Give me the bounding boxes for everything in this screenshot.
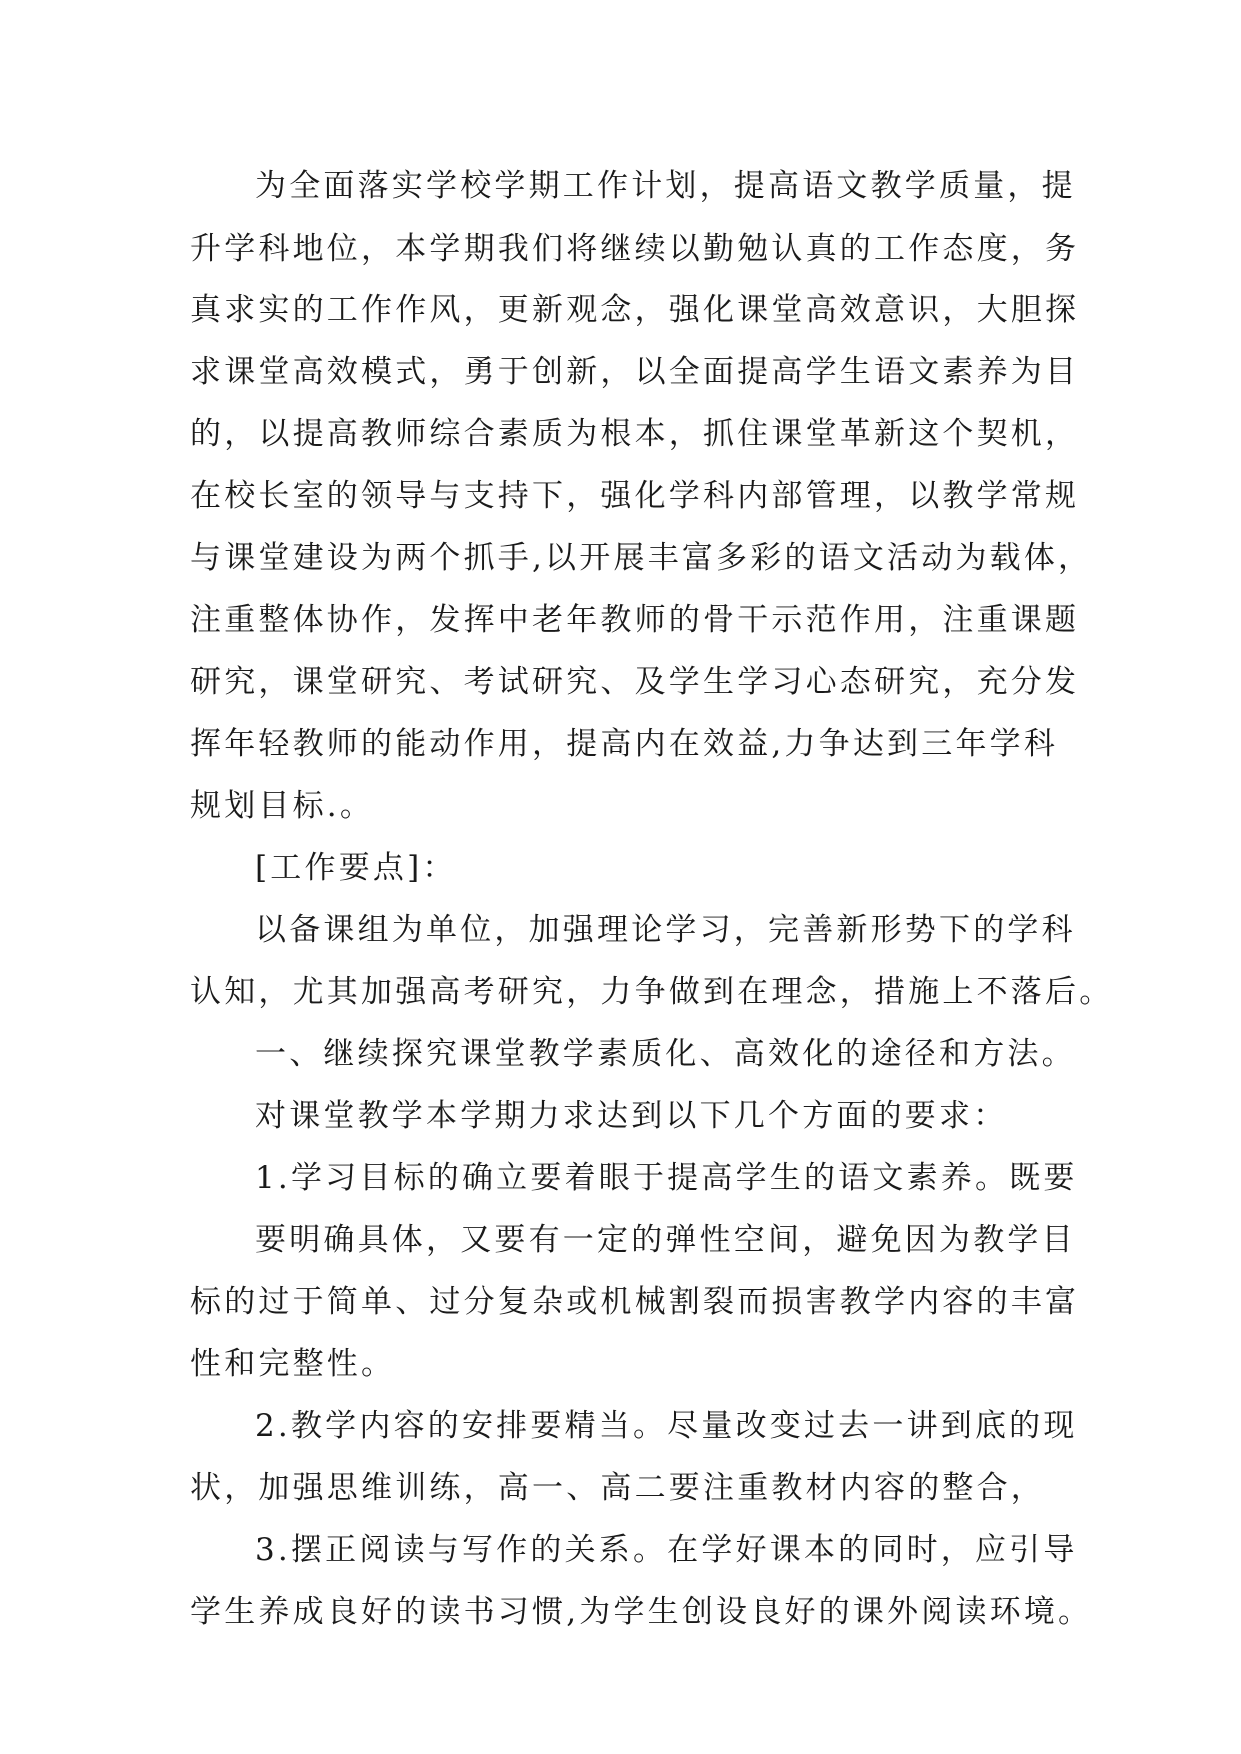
text-line: 为全面落实学校学期工作计划，提高语文教学质量，提 xyxy=(255,168,1076,204)
text-line: 求课堂高效模式，勇于创新，以全面提高学生语文素养为目 xyxy=(190,354,1080,390)
text-line: 状，加强思维训练，高一、高二要注重教材内容的整合， xyxy=(190,1470,1045,1506)
text-line: 标的过于简单、过分复杂或机械割裂而损害教学内容的丰富 xyxy=(190,1284,1080,1320)
text-line: 挥年轻教师的能动作用，提高内在效益,力争达到三年学科 xyxy=(190,726,1059,762)
text-line: 注重整体协作，发挥中老年教师的骨干示范作用，注重课题 xyxy=(190,602,1080,638)
text-line: 要明确具体，又要有一定的弹性空间，避免因为教学目 xyxy=(255,1222,1076,1258)
section-heading: [工作要点]： xyxy=(255,850,457,886)
text-line: 规划目标.。 xyxy=(190,788,375,824)
list-item: 2.教学内容的安排要精当。尽量改变过去一讲到底的现 xyxy=(255,1408,1078,1444)
list-item: 1.学习目标的确立要着眼于提高学生的语文素养。既要 xyxy=(255,1160,1078,1196)
text-line: 对课堂教学本学期力求达到以下几个方面的要求： xyxy=(255,1098,1008,1134)
text-line: 研究，课堂研究、考试研究、及学生学习心态研究，充分发 xyxy=(190,664,1080,700)
text-line: 认知，尤其加强高考研究，力争做到在理念，措施上不落后。 xyxy=(190,974,1114,1010)
text-line: 性和完整性。 xyxy=(190,1346,396,1382)
text-line: 的，以提高教师综合素质为根本，抓住课堂革新这个契机， xyxy=(190,416,1080,452)
text-line: 以备课组为单位，加强理论学习，完善新形势下的学科 xyxy=(255,912,1076,948)
list-item: 3.摆正阅读与写作的关系。在学好课本的同时，应引导 xyxy=(255,1532,1078,1568)
text-line: 学生养成良好的读书习惯,为学生创设良好的课外阅读环境。 xyxy=(190,1594,1093,1630)
text-line: 升学科地位，本学期我们将继续以勤勉认真的工作态度，务 xyxy=(190,231,1080,267)
text-line: 真求实的工作作风，更新观念，强化课堂高效意识，大胆探 xyxy=(190,292,1080,328)
text-line: 在校长室的领导与支持下，强化学科内部管理，以教学常规 xyxy=(190,478,1080,514)
text-line: 与课堂建设为两个抓手,以开展丰富多彩的语文活动为载体， xyxy=(190,540,1093,576)
section-heading: 一、继续探究课堂教学素质化、高效化的途径和方法。 xyxy=(255,1036,1076,1072)
